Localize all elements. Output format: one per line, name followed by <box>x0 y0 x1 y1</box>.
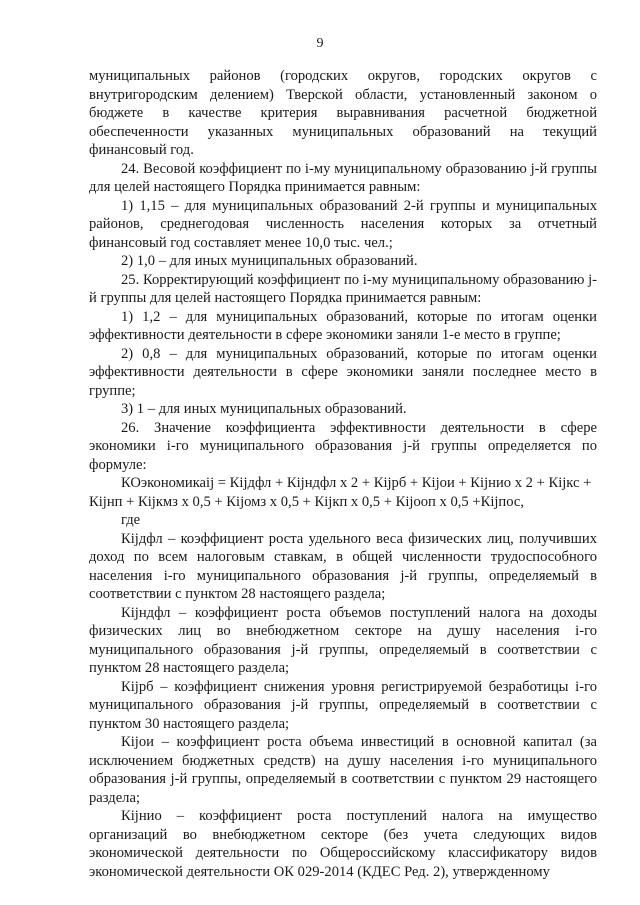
definition-krb: Кijрб – коэффициент снижения уровня регистрируемой безработицы i-го муниципального образования j-й группы, определяемый в соответствии с пунктом 30 настоящего раздела; <box>89 678 597 732</box>
paragraph-24-subitem-1: 1) 1,15 – для муниципальных образований 2-й группы и муниципальных районов, среднегодовая численность населения которых за отчетный финансовый год составляет менее 10,0 тыс. чел.; <box>89 197 597 251</box>
paragraph-item-25: 25. Корректирующий коэффициент по i-му муниципальному образованию j-й группы для целей настоящего Порядка принимается равным: <box>89 271 597 306</box>
definition-kdfl: Кijдфл – коэффициент роста удельного веса физических лиц, получивших доход по всем налоговым ставкам, в общей численности трудоспособного населения i-го муниципального образования j-й группы, определяемый в соответствии с пунктом 28 настоящего раздела; <box>89 530 597 602</box>
page-number: 9 <box>316 36 324 51</box>
paragraph-24-subitem-2: 2) 1,0 – для иных муниципальных образований. <box>121 253 418 269</box>
formula-where: где <box>121 512 141 528</box>
definition-koi: Кijои – коэффициент роста объема инвестиций в основной капитал (за исключением бюджетных средств) на душу населения i-го муниципального образования j-й группы, определяемый в соответствии с пунктом 29 настоящего раздела; <box>89 734 597 806</box>
document-body <box>89 67 597 881</box>
definition-knio: Кijнио – коэффициент роста поступлений налога на имущество организаций во внебюджетном секторе (без учета следующих видов экономической деятельности по Общероссийскому классификатору видов экономической деятельности ОК 029-2014 (КДЕС Ред. 2), утвержденному <box>89 808 597 880</box>
paragraph-25-subitem-2: 2) 0,8 – для муниципальных образований, которые по итогам оценки эффективности деятельности в сфере экономики заняли последнее место в группе; <box>89 345 597 399</box>
paragraph-25-subitem-1: 1) 1,2 – для муниципальных образований, которые по итогам оценки эффективности деятельности в сфере экономики заняли 1-е место в группе; <box>89 308 597 343</box>
definition-kndfl: Кijндфл – коэффициент роста объемов поступлений налога на доходы физических лиц во внебюджетном секторе на душу населения i-го муниципального образования j-й группы, определяемый в соответствии с пунктом 28 настоящего раздела; <box>89 604 597 676</box>
paragraph-item-26: 26. Значение коэффициента эффективности деятельности в сфере экономики i-го муниципального образования j-й группы определяется по формуле: <box>89 419 597 473</box>
paragraph-continuation: муниципальных районов (городских округов, городских округов с внутригородским делением) Тверской области, установленный законом о бюджете в качестве критерия выравнивания расчетной бюджетной обеспеченности указанных муниципальных образований на текущий финансовый год. <box>89 68 597 158</box>
paragraph-item-24: 24. Весовой коэффициент по i-му муниципальному образованию j-й группы для целей настоящего Порядка принимается равным: <box>89 160 597 195</box>
formula: КОэкономикаij = Кijдфл + Кijндфл х 2 + Кijрб + Кijои + Кijнио х 2 + Кijкс + Кijнп + Кijкмз х 0,5 + Кijомз х 0,5 + Кijкп х 0,5 + Кijооп х 0,5 +Кijпос, <box>89 475 592 510</box>
paragraph-25-subitem-3: 3) 1 – для иных муниципальных образований. <box>121 401 407 417</box>
